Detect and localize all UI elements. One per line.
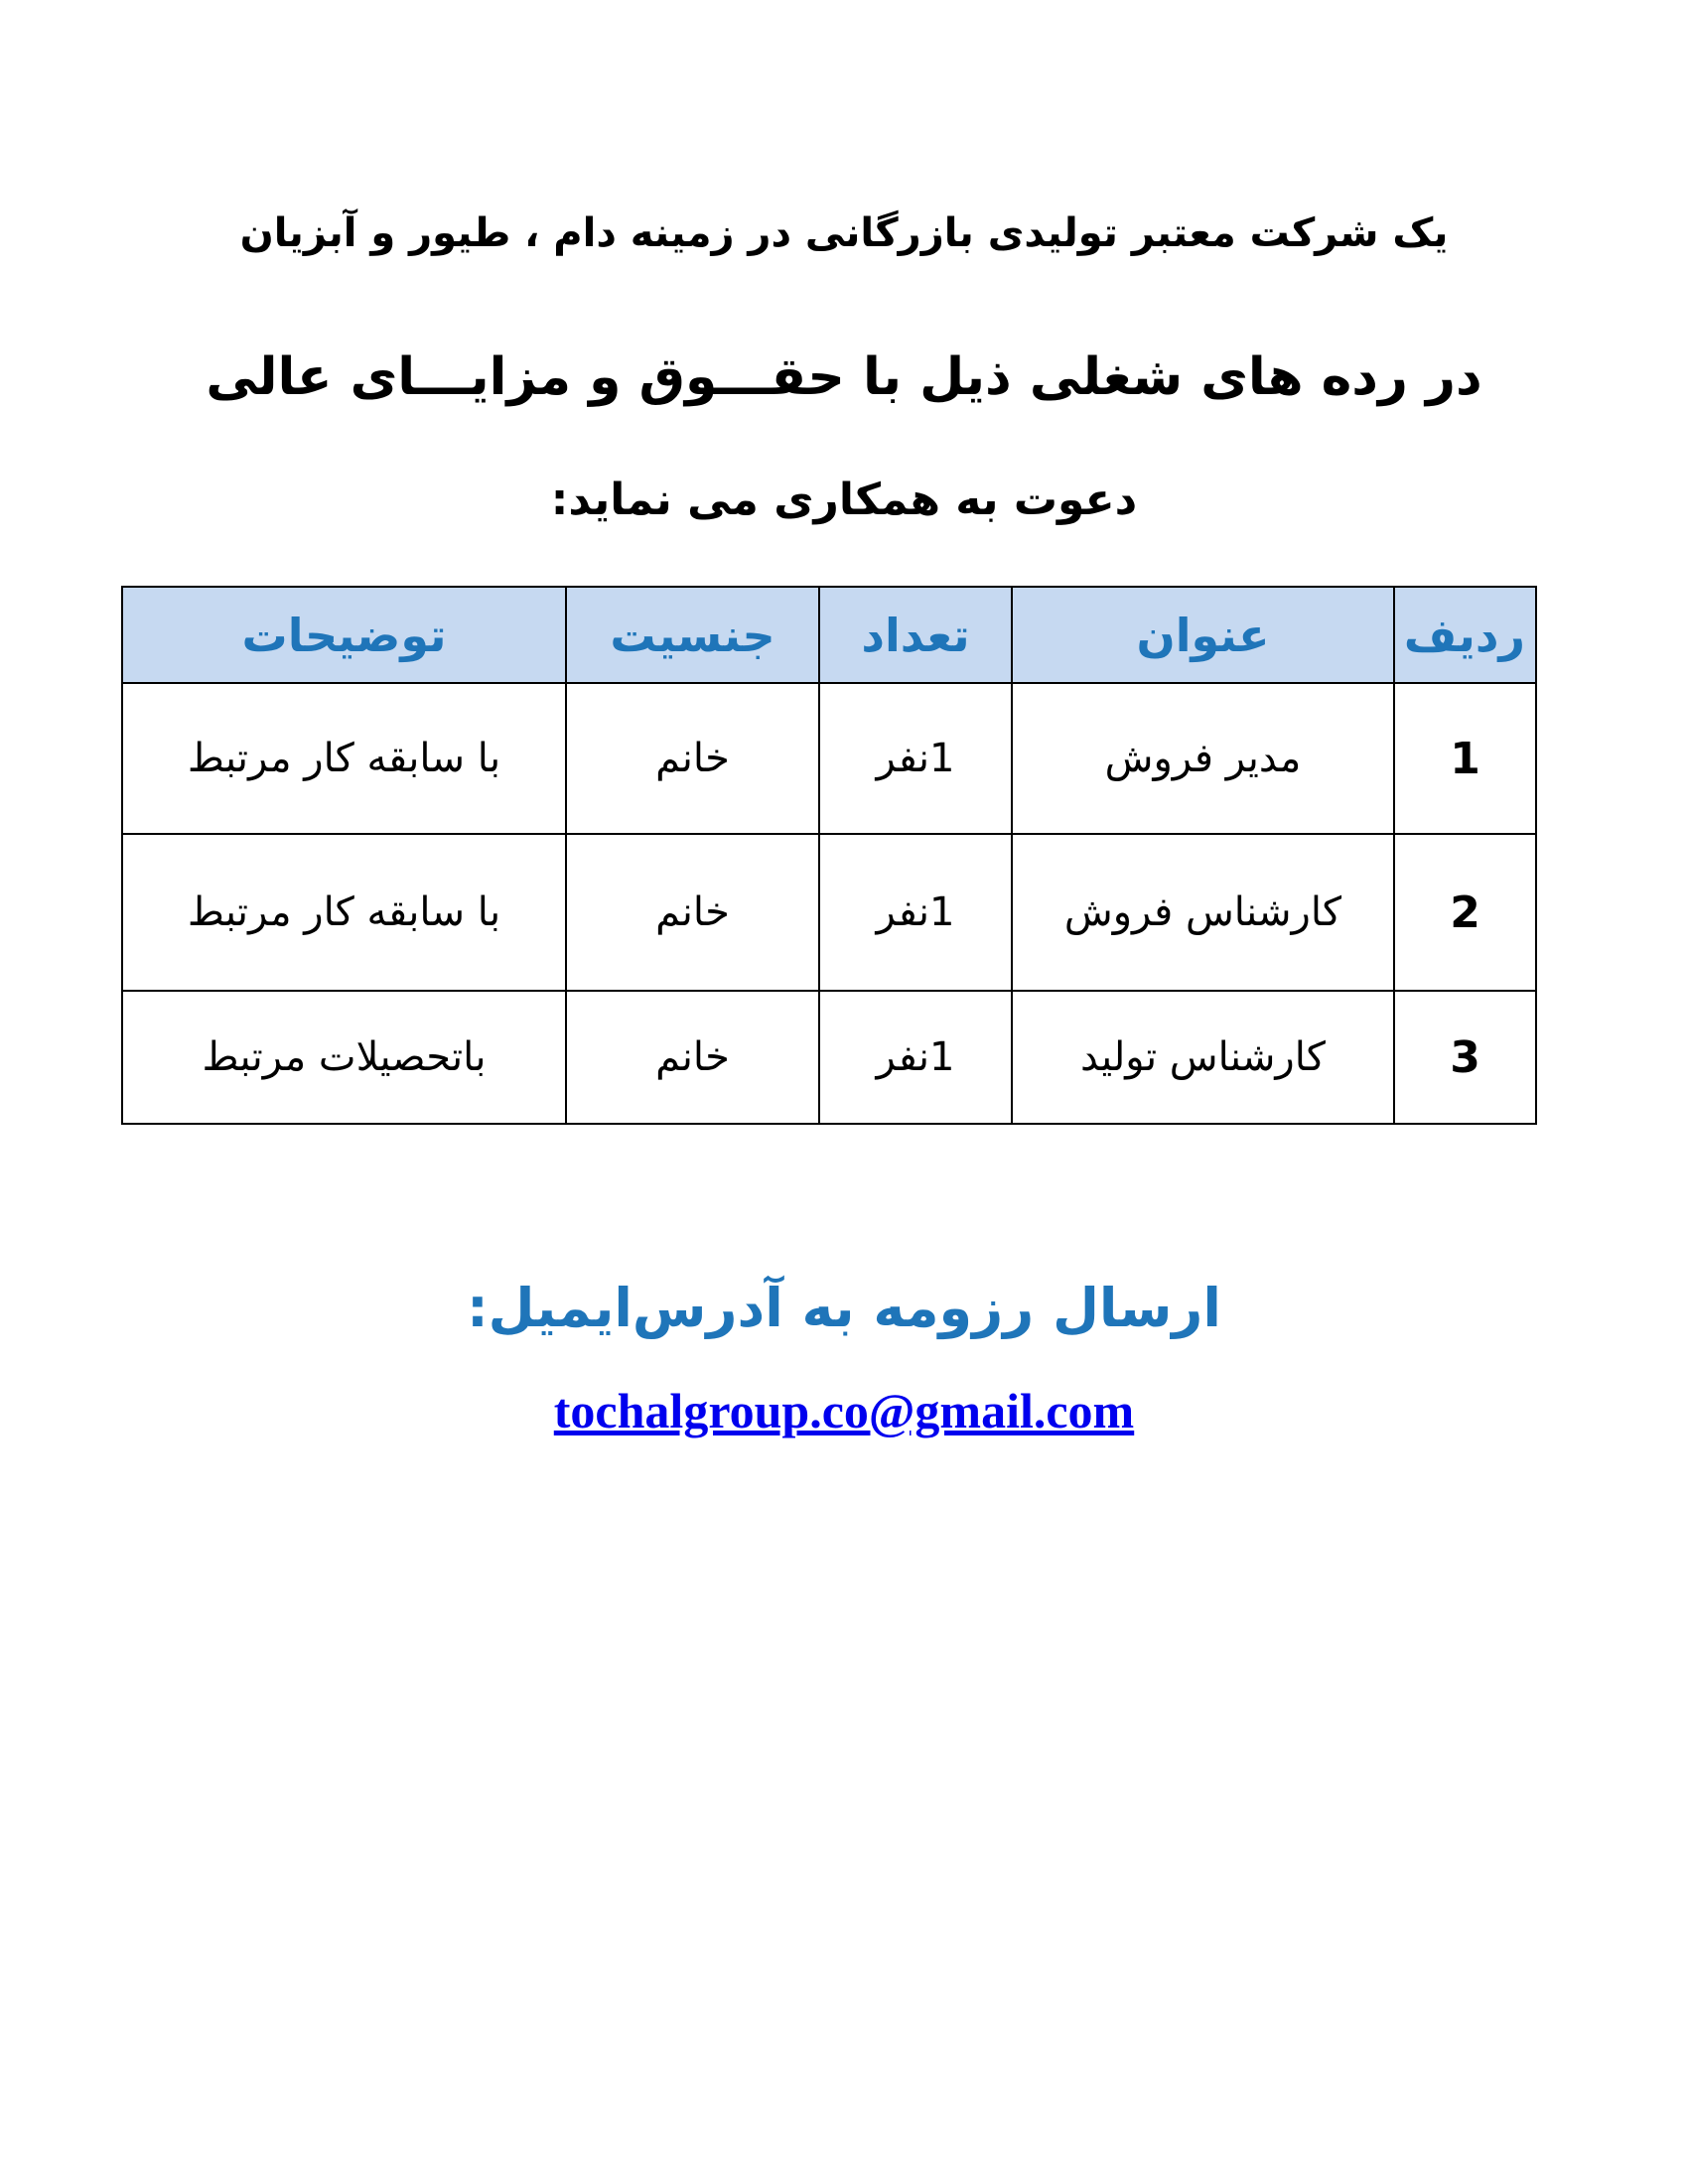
cell-row-number: 3 <box>1394 991 1536 1124</box>
cell-gender: خانم <box>566 991 819 1124</box>
cell-row-number: 2 <box>1394 834 1536 991</box>
cell-count: 1نفر <box>819 683 1012 834</box>
job-benefits-line: در رده های شغلی ذیل با حقـــوق و مزایـــای عالی <box>206 347 1482 407</box>
cell-description: باتحصیلات مرتبط <box>122 991 566 1124</box>
cell-description: با سابقه کار مرتبط <box>122 834 566 991</box>
cell-title: مدیر فروش <box>1012 683 1394 834</box>
header-description: توضیحات <box>122 587 566 683</box>
table-header-row <box>122 587 1536 683</box>
cell-title: کارشناس فروش <box>1012 834 1394 991</box>
cell-description: با سابقه کار مرتبط <box>122 683 566 834</box>
table-row <box>122 683 1536 834</box>
send-resume-label: ارسال رزومه به آدرس‌ایمیل: <box>467 1277 1221 1339</box>
table-row <box>122 834 1536 991</box>
job-openings-table <box>121 586 1537 1125</box>
cell-count: 1نفر <box>819 834 1012 991</box>
cell-title: کارشناس تولید <box>1012 991 1394 1124</box>
invitation-line: دعوت به همکاری می نماید: <box>550 475 1138 525</box>
cell-gender: خانم <box>566 834 819 991</box>
company-intro-line: یک شرکت معتبر تولیدی بازرگانی در زمینه دام ، طیور و آبزیان <box>239 210 1449 256</box>
header-gender: جنسیت <box>566 587 819 683</box>
email-link[interactable]: tochalgroup.co@gmail.com <box>553 1383 1135 1438</box>
header-title: عنوان <box>1012 587 1394 683</box>
header-count: تعداد <box>819 587 1012 683</box>
cell-gender: خانم <box>566 683 819 834</box>
cell-count: 1نفر <box>819 991 1012 1124</box>
header-row-number: ردیف <box>1394 587 1536 683</box>
cell-row-number: 1 <box>1394 683 1536 834</box>
email-link-container <box>0 1382 1688 1439</box>
table-row <box>122 991 1536 1124</box>
